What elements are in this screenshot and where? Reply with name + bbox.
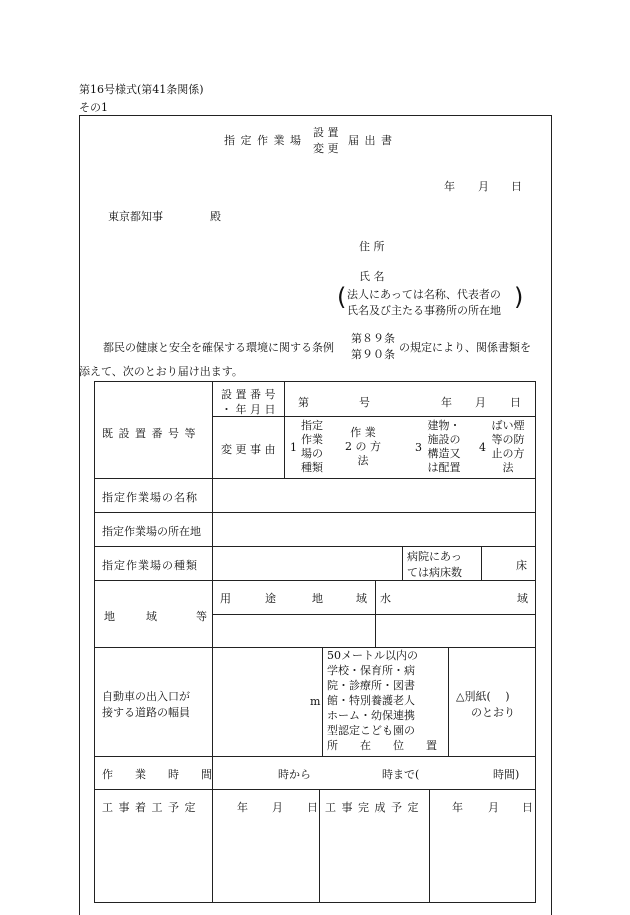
workplace-location-label: 指定作業場の所在地 [102, 525, 201, 538]
start-day: 日 [307, 801, 318, 814]
road-width-line2: 接する道路の幅員 [102, 706, 190, 719]
install-year: 年 [441, 396, 452, 409]
facilities-text [327, 648, 437, 753]
reason4-number: 4 [479, 441, 486, 454]
water-area-2: 域 [517, 592, 528, 605]
facilities-line7: 所 在 位 置 [327, 739, 437, 752]
complete-day: 日 [522, 801, 533, 814]
use-area-1: 用 [220, 592, 231, 605]
reason1-line4: 種類 [301, 461, 323, 474]
form-number: 第16号様式(第41条関係) [79, 83, 204, 96]
date-day: 日 [511, 180, 522, 193]
facilities-line4: 館・特別養護老人 [327, 694, 415, 707]
reason4-line1: ばい煙 [491, 419, 525, 432]
reason2-line1: 作 業 [350, 426, 376, 439]
date-month: 月 [478, 180, 489, 193]
work-hours-from: 時から [278, 768, 311, 781]
complete-year: 年 [452, 801, 463, 814]
use-area-3: 地 [312, 592, 323, 605]
reason3-line1: 建物・ [427, 419, 461, 432]
brace-right: ) [514, 283, 524, 311]
reason1-number: 1 [290, 441, 297, 454]
reason4-line4: 法 [502, 461, 514, 474]
area-label-3: 等 [196, 610, 207, 623]
hospital-beds-line2: ては病床数 [407, 566, 462, 579]
reason3-line2: 施設の [427, 433, 461, 446]
work-hours-label: 作 業 時 間 [102, 768, 212, 781]
work-hours-to: 時まで( [382, 768, 420, 781]
hospital-beds-line1: 病院にあっ [407, 550, 462, 563]
facilities-line6: 型認定こども園の [327, 724, 415, 737]
addressee-honorific: 殿 [210, 210, 221, 223]
attachment-line2: のとおり [471, 706, 515, 719]
start-month: 月 [272, 801, 283, 814]
addressee-name: 東京都知事 [108, 210, 163, 223]
complete-month: 月 [488, 801, 499, 814]
title-suffix: 届 出 書 [348, 134, 393, 147]
road-width-line1: 自動車の出入口が [102, 690, 190, 703]
name-label: 氏 名 [359, 270, 385, 283]
install-no-prefix: 第 [298, 396, 309, 409]
body-text-line2: 添えて、次のとおり届け出ます。 [79, 365, 243, 378]
reason3-line3: 構造又 [427, 447, 461, 460]
applicant-note-line2: 氏名及び主たる事務所の所在地 [347, 304, 501, 317]
workplace-name-label: 指定作業場の名称 [102, 491, 198, 504]
body-article-b: 第９０条 [351, 348, 395, 361]
install-day: 日 [510, 396, 521, 409]
reason3-line4: は配置 [427, 461, 461, 474]
form-part: その1 [79, 101, 108, 114]
area-label-1: 地 [104, 610, 115, 623]
reason1-line2: 作業 [301, 433, 323, 446]
reason4-line2: 等の防 [491, 433, 525, 446]
reason1-line1: 指定 [301, 419, 323, 432]
title-prefix: 指 定 作 業 場 [224, 134, 302, 147]
reason2-line2: 2 の 方 [345, 440, 381, 453]
facilities-line3: 院・診療所・図書 [327, 679, 415, 692]
use-area-2: 途 [265, 592, 276, 605]
install-month: 月 [475, 396, 486, 409]
reason2-text [338, 426, 388, 468]
start-year: 年 [237, 801, 248, 814]
construction-complete-label: 工 事 完 成 予 定 [325, 801, 420, 814]
install-no-date-line2: ・ 年 月 日 [221, 403, 276, 416]
use-area-4: 域 [356, 592, 367, 605]
install-no-suffix: 号 [359, 396, 370, 409]
brace-left: ( [337, 283, 347, 311]
reason3-text [421, 419, 467, 475]
meter-unit: m [310, 695, 321, 708]
body-text-part1: 都民の健康と安全を確保する環境に関する条例 [103, 341, 334, 354]
facilities-line5: ホーム・幼保連携 [327, 709, 415, 722]
change-reason-label: 変 更 事 由 [221, 443, 276, 456]
address-label: 住 所 [359, 240, 385, 253]
reason1-text [296, 419, 328, 475]
title-option-change: 変 更 [313, 142, 339, 155]
area-label-2: 域 [146, 610, 157, 623]
install-no-date-line1: 設 置 番 号 [221, 388, 276, 401]
construction-start-label: 工 事 着 工 予 定 [102, 801, 197, 814]
body-article-a: 第８９条 [351, 332, 395, 345]
beds-unit: 床 [516, 559, 527, 572]
date-year: 年 [444, 180, 455, 193]
reason4-line3: 止の方 [491, 447, 525, 460]
reason3-number: 3 [415, 441, 422, 454]
attachment-line1: △別紙( ) [456, 690, 510, 703]
reason2-line3: 法 [357, 454, 369, 467]
water-area-1: 水 [380, 592, 391, 605]
applicant-note-line1: 法人にあっては名称、代表者の [347, 288, 501, 301]
facilities-line1: 50メートル以内の [327, 649, 418, 662]
body-text-part2: の規定により、関係書類を [399, 341, 531, 354]
workplace-type-label: 指定作業場の種類 [102, 559, 198, 572]
work-hours-total: 時間) [493, 768, 520, 781]
facilities-line2: 学校・保育所・病 [327, 664, 415, 677]
reason4-text [486, 419, 530, 475]
reason1-line3: 場の [301, 447, 323, 460]
title-option-install: 設 置 [313, 126, 339, 139]
existing-number-label: 既 設 置 番 号 等 [102, 427, 197, 440]
